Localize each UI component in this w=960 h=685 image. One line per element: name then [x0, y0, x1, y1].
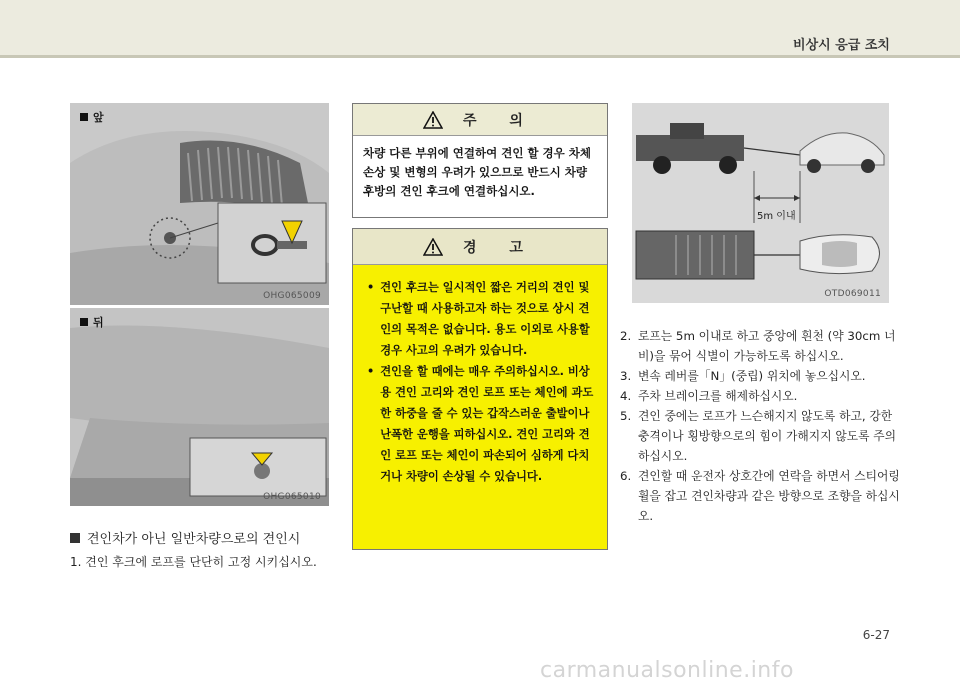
caution-header: [353, 104, 607, 136]
caution-box: [352, 103, 608, 218]
tow-distance-label: 5m 이내: [756, 207, 797, 222]
warning-bullet: • 견인 후크는 일시적인 짧은 거리의 견인 및 구난할 때 사용하고자 하는 것으로 상시 견인의 목적은 없습니다. 용도 이외로 사용할 경우 사고의 우려가 있습니다.: [367, 277, 595, 361]
step-1: 1. 견인 후크에 로프를 단단히 고정 시키십시오.: [70, 555, 317, 569]
section-heading: 견인차가 아닌 일반차량으로의 견인시: [70, 528, 300, 547]
step-item: 5. 견인 중에는 로프가 느슨해지지 않도록 하고, 강한 충격이나 횡방향으로의 힘이 가해지지 않도록 주의하십시오.: [620, 409, 897, 463]
tow-figure-code: OTD069011: [824, 289, 881, 299]
watermark: carmanualsonline.info: [540, 658, 794, 683]
step-item: 2. 로프는 5m 이내로 하고 중앙에 흰천 (약 30cm 너비)을 묶어 식별이 가능하도록 하십시오.: [620, 329, 896, 363]
towing-diagram-figure: [632, 103, 889, 303]
front-hook-figure: [70, 103, 329, 305]
bullet-dot-icon: •: [367, 365, 375, 378]
rear-car-illustration: [70, 308, 329, 506]
warning-text: [353, 265, 607, 487]
rear-figure-code: OHG065010: [263, 492, 321, 502]
caution-text: 차량 다른 부위에 연결하여 견인 할 경우 차체 손상 및 변형의 우려가 있으므로 반드시 차량 후방의 견인 후크에 연결하십시오.: [363, 146, 591, 198]
warning-triangle-icon: [423, 238, 443, 256]
square-bullet-icon: [70, 533, 80, 543]
step-item: 4. 주차 브레이크를 해제하십시오.: [620, 389, 798, 403]
front-figure-tag: 앞: [80, 109, 104, 125]
step-item: 3. 변속 레버를「N」(중립) 위치에 놓으십시오.: [620, 369, 866, 383]
warning-title: 경 고: [463, 239, 537, 256]
rear-figure-tag: 뒤: [80, 314, 104, 330]
caution-title: 주 의: [463, 112, 537, 129]
page-number: 6-27: [862, 628, 890, 642]
bullet-dot-icon: •: [367, 281, 375, 294]
step-item: 6. 견인할 때 운전자 상호간에 연락을 하면서 스티어링 휠을 잡고 견인차량과 같은 방향으로 조향을 하십시오.: [620, 469, 900, 523]
steps-list: [620, 326, 905, 526]
header-band: [0, 0, 960, 58]
warning-bullet: • 견인을 할 때에는 매우 주의하십시오. 비상용 견인 고리와 견인 로프 또는 체인에 과도한 하중을 줄 수 있는 갑작스러운 출발이나 난폭한 운행을 피하십시오. 견인 고리와 견인 로프 또는 체인이 파손되어 심하게 다치거나 차량이 손상될 수 있습니다.: [367, 361, 595, 487]
front-figure-code: OHG065009: [263, 291, 321, 301]
caution-triangle-icon: [423, 111, 443, 129]
towing-illustration: [632, 103, 889, 303]
warning-header: [353, 229, 607, 265]
rear-hook-figure: [70, 308, 329, 506]
warning-box: [352, 228, 608, 550]
front-car-illustration: [70, 103, 329, 305]
page-header-title: 비상시 응급 조치: [793, 38, 890, 53]
